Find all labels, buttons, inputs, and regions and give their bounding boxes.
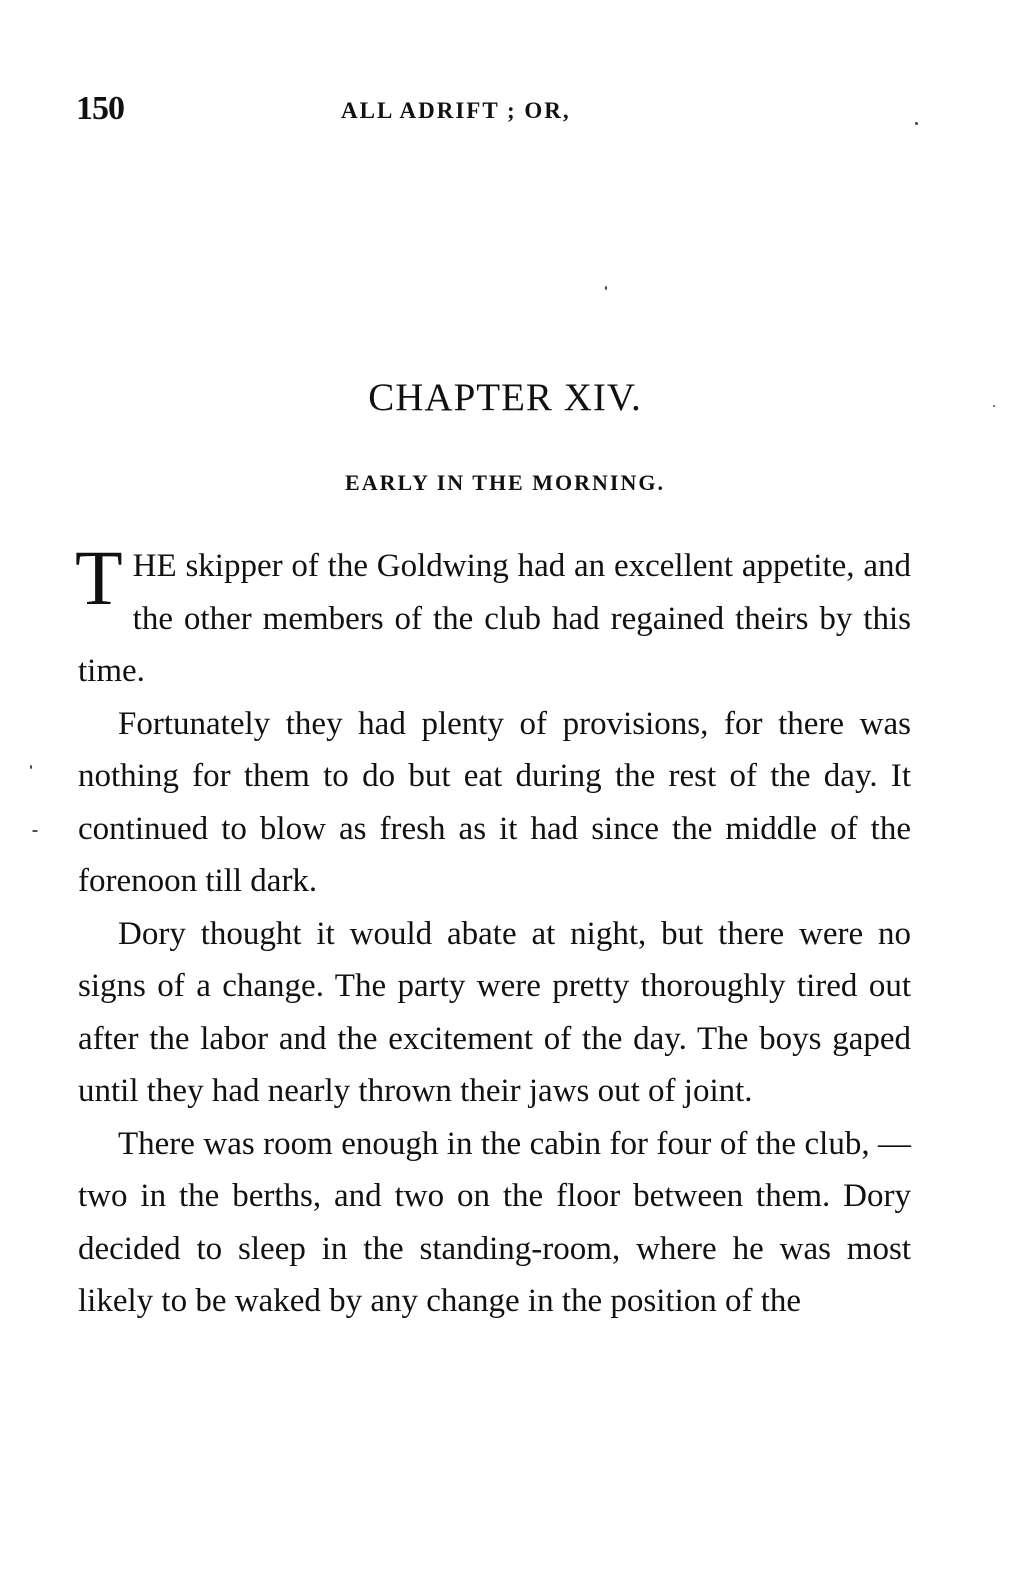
scan-speck xyxy=(32,830,38,832)
paragraph-text: HE skipper of the Goldwing had an excellent appetite, and the other members of the club had regained theirs by this time. xyxy=(78,548,911,689)
paragraph: There was room enough in the cabin for four of the club, — two in the berths, and two on the floor between them. Dory decided to sleep in the standing-room, where he was most likely to be waked by any change in the position of the xyxy=(78,1125,911,1319)
chapter-title: CHAPTER XIV. xyxy=(368,376,642,419)
paragraph xyxy=(75,534,911,698)
paragraph: Dory thought it would abate at night, but there were no signs of a change. The party were pretty thoroughly tired out after the labor and the excitement of the day. The boys gaped until they had nearly thrown their jaws out of joint. xyxy=(78,915,911,1109)
scan-speck xyxy=(30,765,32,769)
body-text xyxy=(75,534,911,1328)
chapter-subtitle: EARLY IN THE MORNING. xyxy=(345,470,665,495)
page-number: 150 xyxy=(76,90,124,127)
paragraph: Fortunately they had plenty of provisions, for there was nothing for them to do but eat during the rest of the day. It continued to blow as fresh as it had since the middle of the forenoon till dark. xyxy=(78,705,911,899)
scan-speck xyxy=(993,405,995,407)
page-header xyxy=(76,90,912,140)
drop-cap: T xyxy=(75,534,123,621)
running-head: ALL ADRIFT ; OR, xyxy=(341,98,571,123)
scan-speck xyxy=(605,286,607,290)
scan-speck xyxy=(915,122,918,125)
